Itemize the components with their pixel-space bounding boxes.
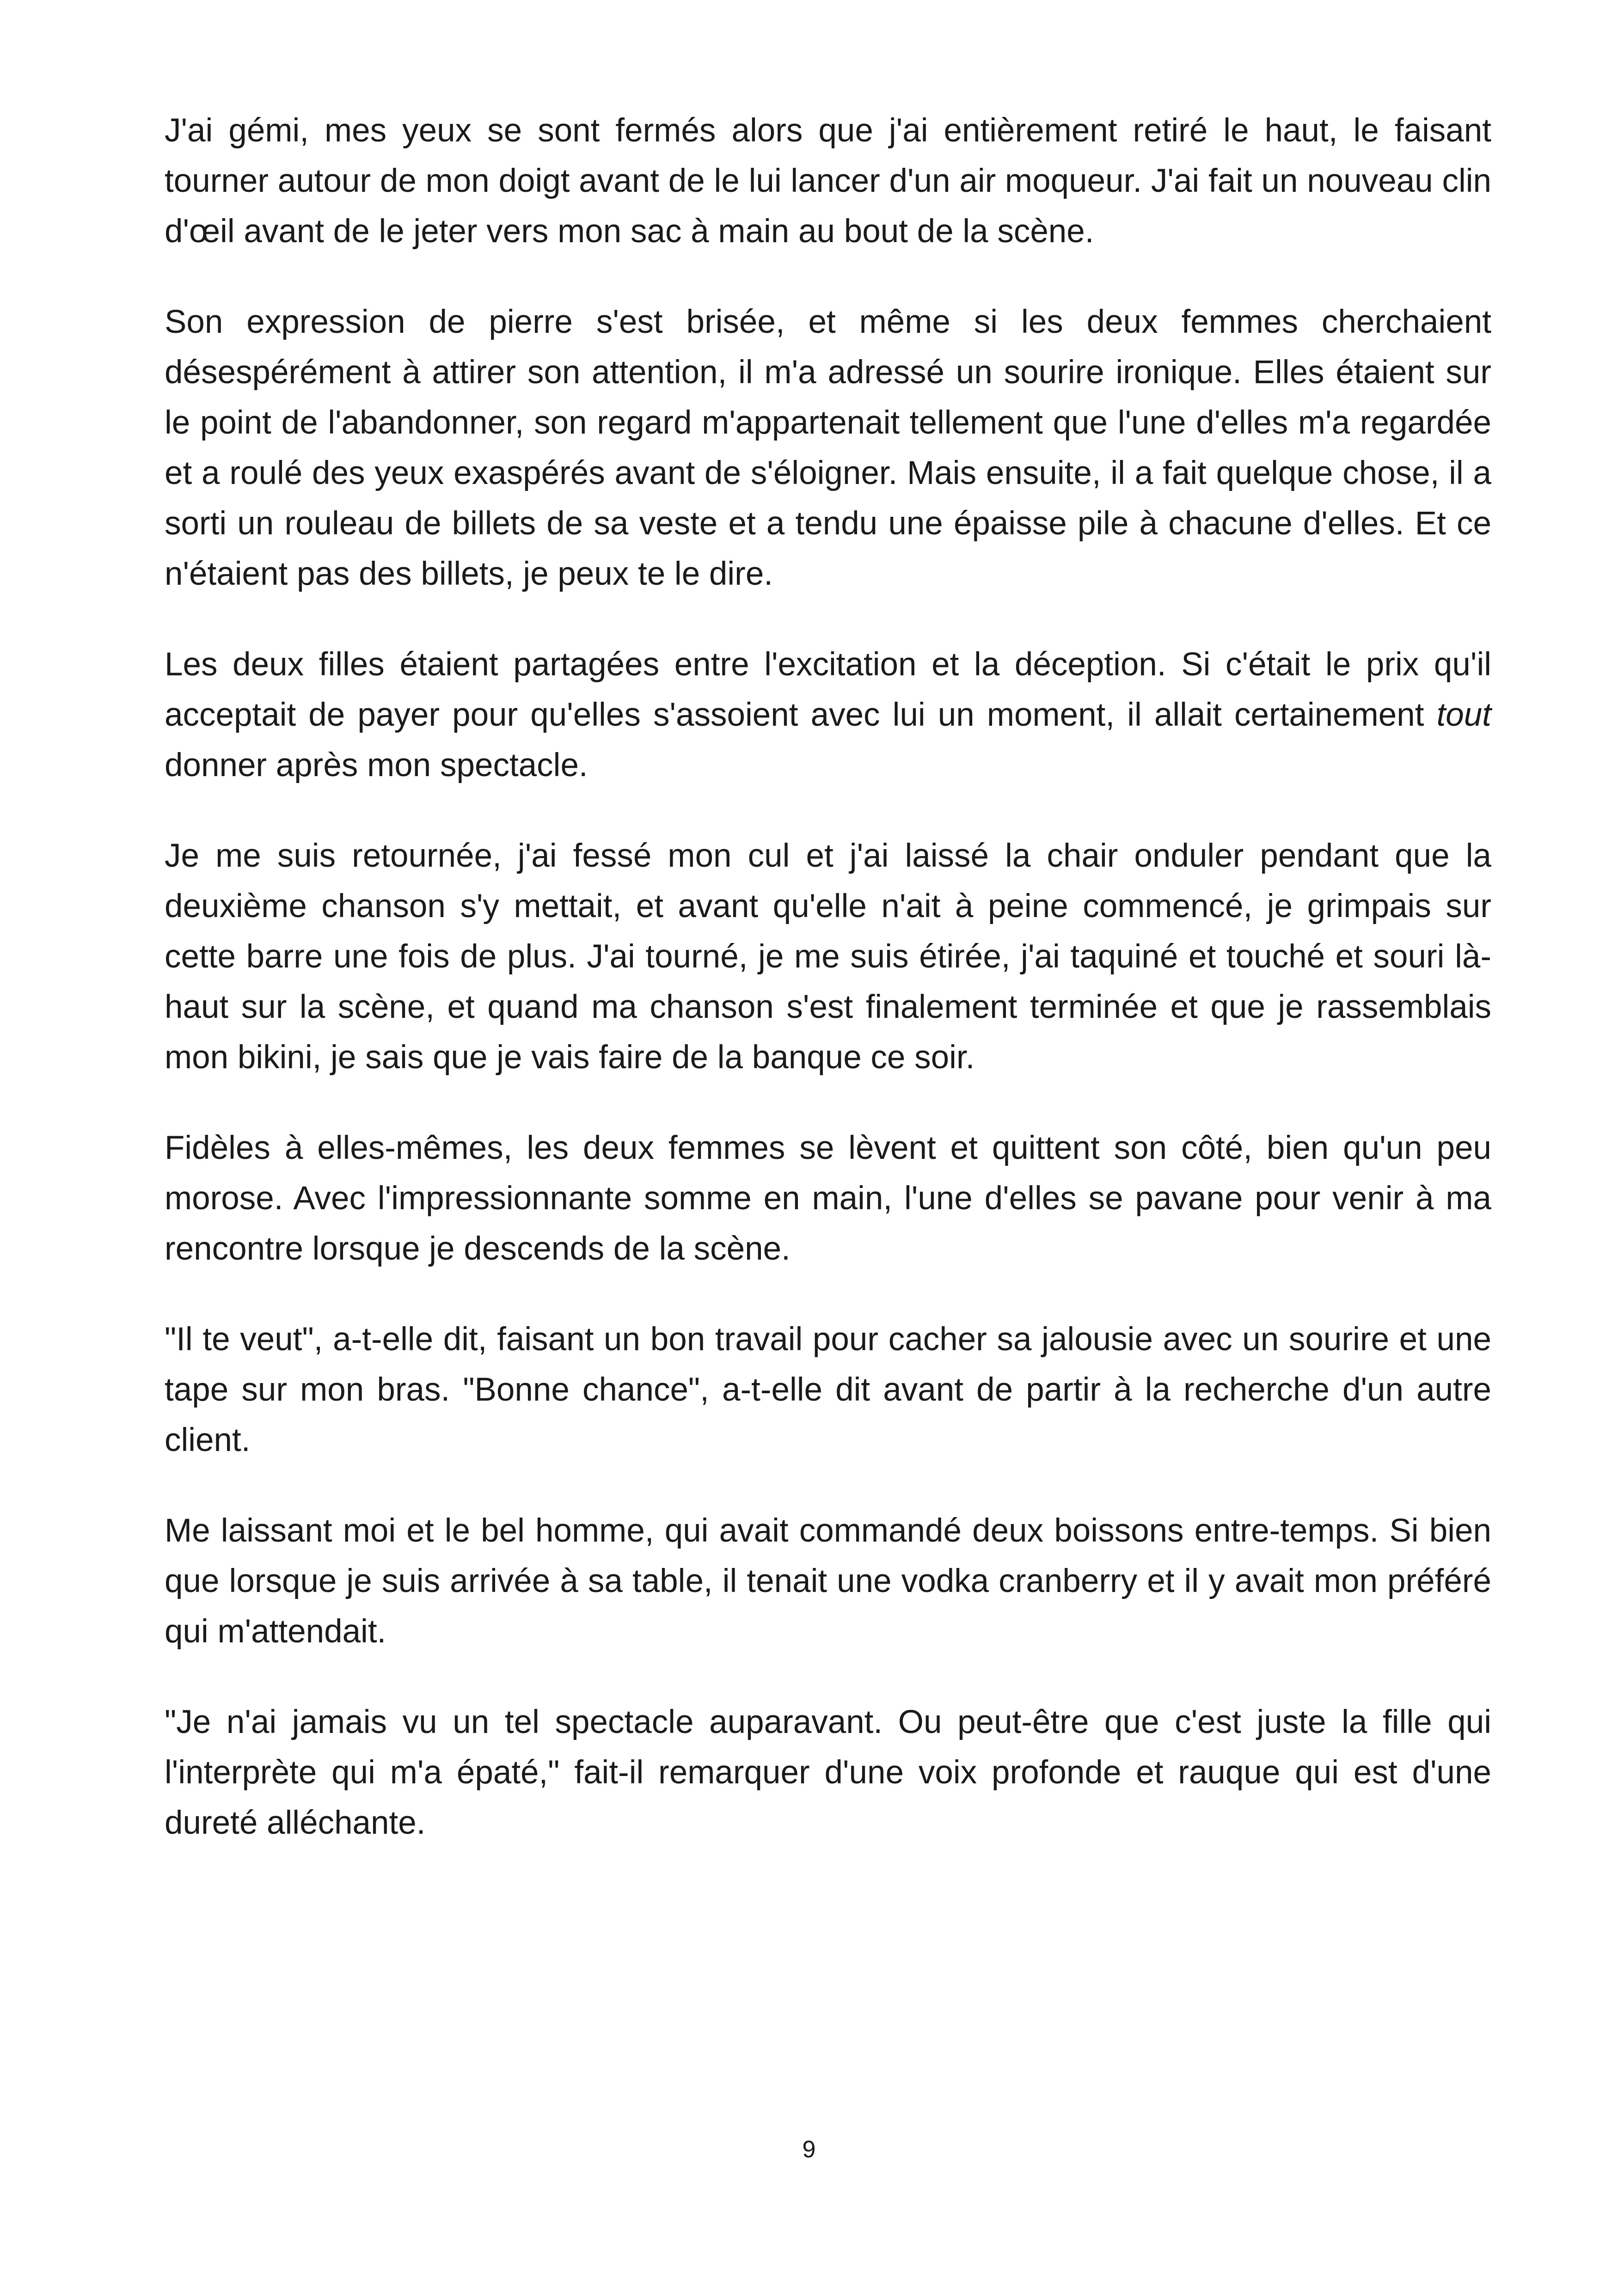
paragraph-segment: donner après mon spectacle. [165, 747, 588, 784]
paragraph-segment: J'ai gémi, mes yeux se sont fermés alors que j'ai entièrement retiré le haut, le faisant tourner autour de mon doigt avant de le lui lancer d'un air moqueur. J'ai fait un nouveau clin d'œil avant de le jeter vers mon sac à main au bout de la scène. [165, 112, 1491, 250]
paragraph-segment: Son expression de pierre s'est brisée, et même si les deux femmes cherchaient désespérément à attirer son attention, il m'a adressé un sourire ironique. Elles étaient sur le point de l'abandonner, son regard m'appartenait tellement que l'une d'elles m'a regardée et a roulé des yeux exaspérés avant de s'éloigner. Mais ensuite, il a fait quelque chose, il a sorti un rouleau de billets de sa veste et a tendu une épaisse pile à chacune d'elles. Et ce n'étaient pas des billets, je peux te le dire. [165, 304, 1491, 592]
paragraph-segment: "Il te veut", a-t-elle dit, faisant un bon travail pour cacher sa jalousie avec un sourire et une tape sur mon bras. "Bonne chance", a-t-elle dit avant de partir à la recherche d'un autre client. [165, 1321, 1491, 1458]
paragraph-segment: Me laissant moi et le bel homme, qui avait commandé deux boissons entre-temps. Si bien que lorsque je suis arrivée à sa table, il tenait une vodka cranberry et il y avait mon préféré qui m'attendait. [165, 1512, 1491, 1650]
paragraph-segment: Je me suis retournée, j'ai fessé mon cul et j'ai laissé la chair onduler pendant que la deuxième chanson s'y mettait, et avant qu'elle n'ait à peine commencé, je grimpais sur cette barre une fois de plus. J'ai tourné, je me suis étirée, j'ai taquiné et touché et souri là-haut sur la scène, et quand ma chanson s'est finalement terminée et que je rassemblais mon bikini, je sais que je vais faire de la banque ce soir. [165, 838, 1491, 1076]
body-text [165, 105, 1491, 1888]
paragraph-6 [165, 1314, 1491, 1465]
page-number: 9 [802, 2136, 816, 2163]
paragraph-2 [165, 297, 1491, 599]
paragraph-4 [165, 831, 1491, 1083]
paragraph-3 [165, 639, 1491, 790]
paragraph-8 [165, 1697, 1491, 1848]
paragraph-segment: Fidèles à elles-mêmes, les deux femmes se lèvent et quittent son côté, bien qu'un peu morose. Avec l'impressionnante somme en main, l'une d'elles se pavane pour venir à ma rencontre lorsque je descends de la scène. [165, 1130, 1491, 1267]
paragraph-7 [165, 1506, 1491, 1657]
paragraph-segment: Les deux filles étaient partagées entre l'excitation et la déception. Si c'était le prix qu'il acceptait de payer pour qu'elles s'assoient avec lui un moment, il allait certainement [165, 646, 1491, 733]
italic-emphasis: tout [1436, 697, 1491, 733]
paragraph-segment: "Je n'ai jamais vu un tel spectacle auparavant. Ou peut-être que c'est juste la fille qui l'interprète qui m'a épaté," fait-il remarquer d'une voix profonde et rauque qui est d'une dureté alléchante. [165, 1704, 1491, 1841]
paragraph-1 [165, 105, 1491, 257]
paragraph-5 [165, 1123, 1491, 1274]
